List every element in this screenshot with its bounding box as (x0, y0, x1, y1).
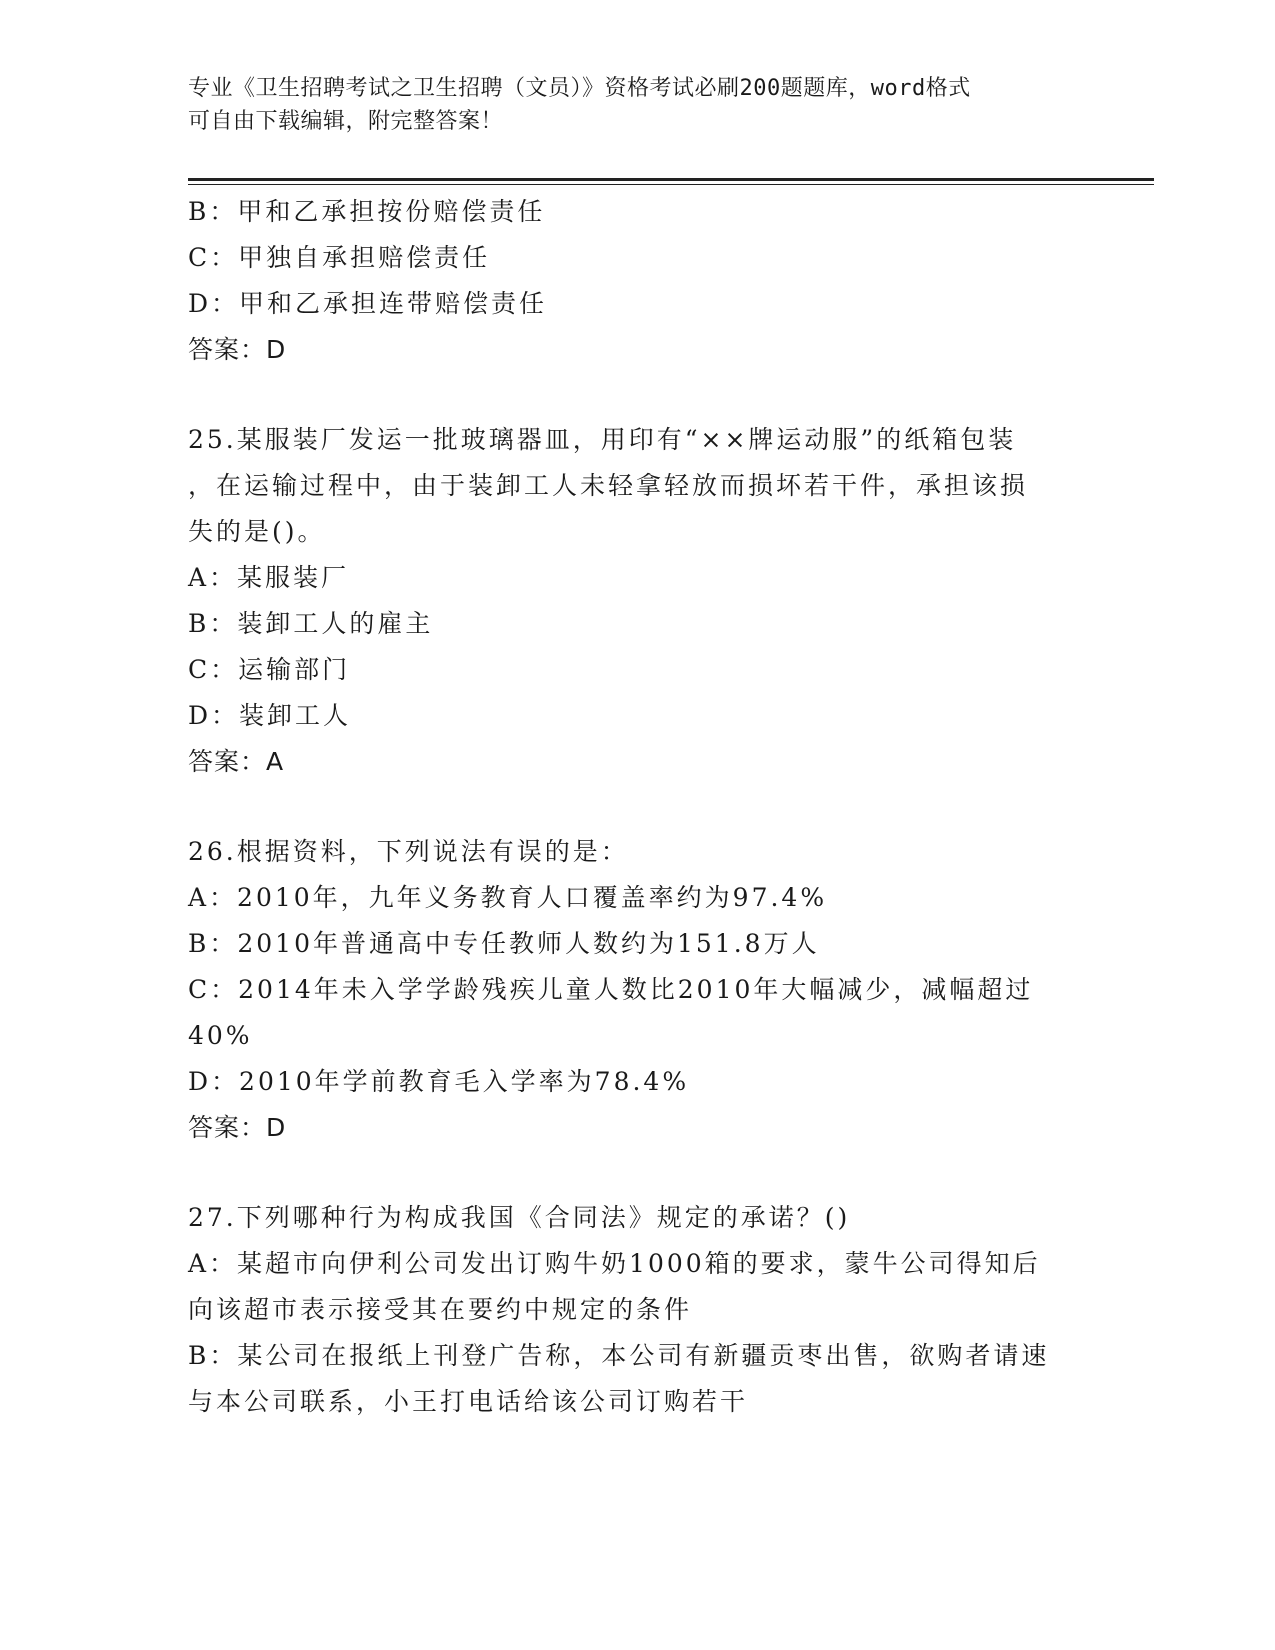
question-24-tail (188, 189, 1088, 373)
question-26 (188, 829, 1088, 1151)
option-a: A：2010年，九年义务教育人口覆盖率约为97.4% (188, 883, 828, 912)
answer: 答案：A (188, 747, 285, 776)
option-d: D：甲和乙承担连带赔偿责任 (188, 289, 548, 318)
option-b: B：某公司在报纸上刊登广告称，本公司有新疆贡枣出售，欲购者请速 (188, 1341, 1050, 1370)
option-b: B：装卸工人的雇主 (188, 609, 434, 638)
question-27 (188, 1195, 1088, 1425)
option-b-continued: 与本公司联系，小王打电话给该公司订购若干 (188, 1387, 749, 1416)
option-c: C：2014年未入学学龄残疾儿童人数比2010年大幅减少，减幅超过 (188, 975, 1034, 1004)
option-d: D：2010年学前教育毛入学率为78.4% (188, 1067, 690, 1096)
option-b: B：甲和乙承担按份赔偿责任 (188, 197, 546, 226)
question-stem-line: 失的是()。 (188, 517, 326, 546)
option-a: A：某超市向伊利公司发出订购牛奶1000箱的要求，蒙牛公司得知后 (188, 1249, 1041, 1278)
page-header (188, 72, 1088, 138)
question-stem-line: 25.某服装厂发运一批玻璃器皿，用印有“××牌运动服”的纸箱包装 (188, 425, 1017, 454)
header-divider (188, 178, 1154, 181)
header-divider-thin (188, 184, 1154, 185)
answer: 答案：D (188, 335, 287, 364)
option-c-continued: 40% (188, 1021, 253, 1050)
option-b: B：2010年普通高中专任教师人数约为151.8万人 (188, 929, 820, 958)
option-a: A：某服装厂 (188, 563, 350, 592)
question-25 (188, 417, 1088, 785)
header-line-1: 专业《卫生招聘考试之卫生招聘（文员）》资格考试必刷200题题库，word格式 (188, 76, 971, 101)
question-stem-line: ，在运输过程中，由于装卸工人未轻拿轻放而损坏若干件，承担该损 (188, 471, 1029, 500)
option-d: D：装卸工人 (188, 701, 352, 730)
option-c: C：甲独自承担赔偿责任 (188, 243, 491, 272)
question-stem-line: 26.根据资料，下列说法有误的是： (188, 837, 629, 866)
answer: 答案：D (188, 1113, 287, 1142)
option-c: C：运输部门 (188, 655, 351, 684)
header-line-2: 可自由下载编辑，附完整答案！ (188, 109, 504, 134)
option-a-continued: 向该超市表示接受其在要约中规定的条件 (188, 1295, 693, 1324)
document-body (188, 189, 1088, 1425)
question-stem-line: 27.下列哪种行为构成我国《合同法》规定的承诺？() (188, 1203, 851, 1232)
